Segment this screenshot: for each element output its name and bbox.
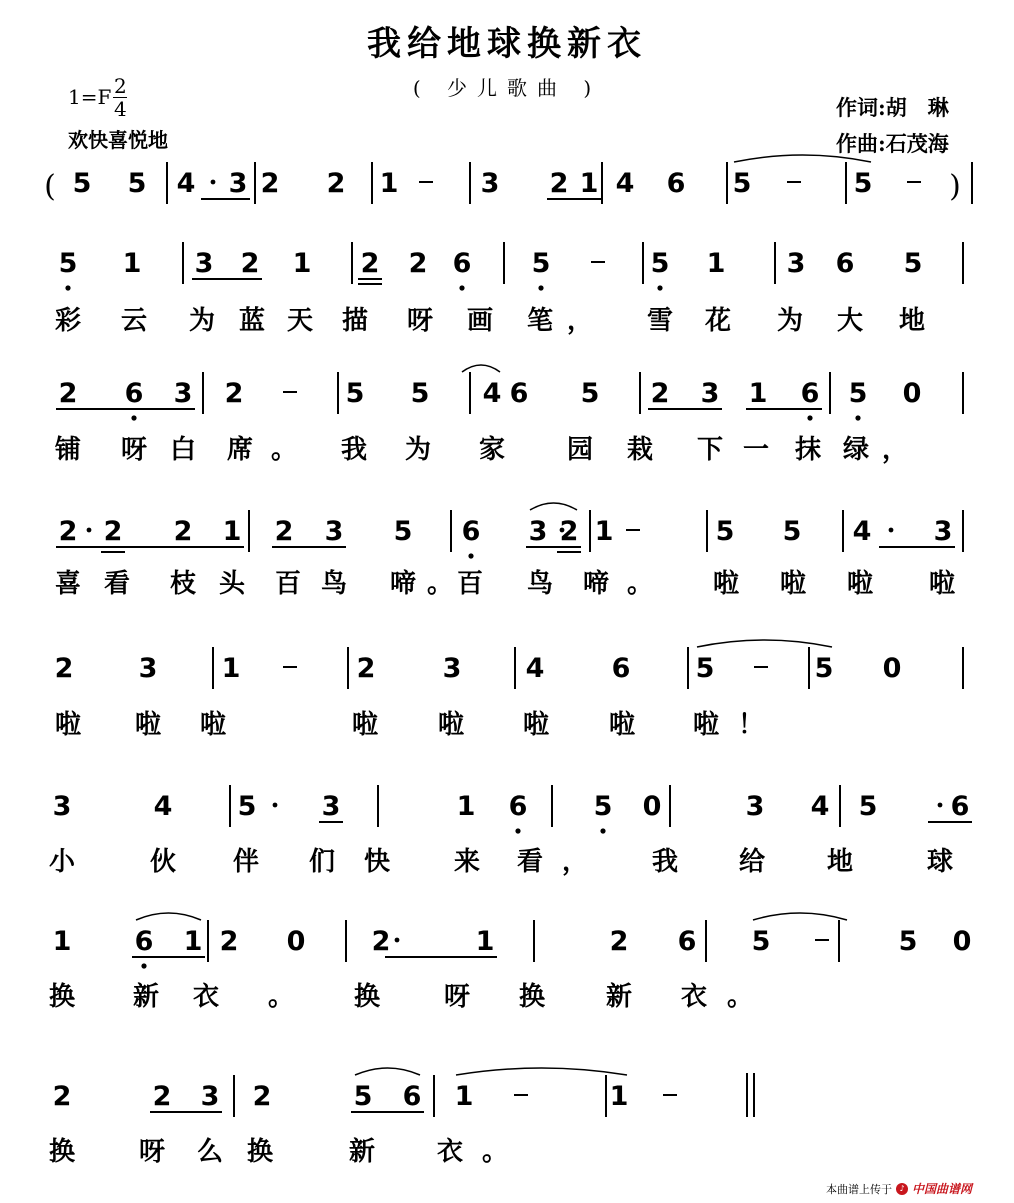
tie-slur: [530, 503, 577, 510]
lyric-char: 啼: [582, 569, 610, 599]
note: 0: [952, 926, 972, 957]
lyric-char: 大: [836, 306, 864, 336]
lyric-char: 为: [404, 435, 432, 465]
lyric-char: 呀: [138, 1137, 166, 1167]
note: 1: [222, 516, 242, 547]
note: 2: [152, 1081, 172, 1112]
lyric-char: 呀: [443, 982, 471, 1012]
note: 4: [810, 791, 830, 822]
lyric-char: 换: [48, 1137, 76, 1167]
note: 1: [475, 926, 495, 957]
note: 1: [706, 248, 726, 279]
note: 2: [103, 516, 123, 547]
lyric-char: 百: [456, 569, 484, 599]
tie-slur: [697, 640, 832, 647]
note: 5: [853, 168, 873, 199]
note: 0: [902, 378, 922, 409]
lyric-char: 鸟: [526, 569, 554, 599]
note: 3: [528, 516, 548, 547]
note: 6: [666, 168, 686, 199]
lyric-char: 鸟: [320, 569, 348, 599]
note: 1: [379, 168, 399, 199]
note: 6: [611, 653, 631, 684]
footer-site: 中国曲谱网: [912, 1182, 973, 1196]
lyric-char: 啦: [199, 710, 227, 740]
lyric-char: 绿: [842, 435, 870, 465]
lyric-char: 为: [776, 306, 804, 336]
lyric-char: 抹: [794, 435, 822, 465]
low-octave-dot: [807, 415, 812, 420]
lyric-char: 衣: [192, 982, 220, 1012]
lyric-char: 看: [103, 569, 131, 599]
lyric-char: 百: [274, 569, 302, 599]
note: 2: [224, 378, 244, 409]
note: 2: [274, 516, 294, 547]
lyric-char: 啦: [522, 710, 550, 740]
note: 5: [814, 653, 834, 684]
lyric-char: 呀: [120, 435, 148, 465]
note: 6: [134, 926, 154, 957]
note: 1: [221, 653, 241, 684]
lyric-char: 看: [516, 847, 544, 877]
note: 0: [882, 653, 902, 684]
note: 2: [58, 378, 78, 409]
note: 2: [52, 1081, 72, 1112]
note: 2: [173, 516, 193, 547]
footer-credit: [826, 1180, 972, 1197]
lyric-char: 雪: [646, 306, 674, 336]
note: 4: [482, 378, 502, 409]
note: 1: [748, 378, 768, 409]
lyric-char: 喜: [54, 569, 82, 599]
note: 2: [609, 926, 629, 957]
low-octave-dot: [131, 415, 136, 420]
note: 5: [695, 653, 715, 684]
note: 1: [456, 791, 476, 822]
lyric-char: 头: [218, 569, 246, 599]
note: 0: [642, 791, 662, 822]
lyric-char: 云: [120, 306, 148, 336]
lyric-char: 。: [426, 569, 454, 599]
note: 2: [260, 168, 280, 199]
note: 5: [345, 378, 365, 409]
lyric-char: 新: [132, 982, 160, 1012]
note: 3: [745, 791, 765, 822]
lyric-char: 蓝: [238, 306, 266, 336]
note: 3: [933, 516, 953, 547]
note: 2: [559, 516, 579, 547]
note: 6: [461, 516, 481, 547]
note: 5: [858, 791, 878, 822]
lyric-char: 天: [286, 306, 314, 336]
lyric-char: 啦: [692, 710, 720, 740]
tie-slur: [734, 155, 871, 162]
time-signature-bottom: 4: [113, 96, 127, 121]
note: 2: [54, 653, 74, 684]
lyric-char: 家: [478, 435, 506, 465]
note: 3: [786, 248, 806, 279]
lyric-char: 。: [267, 982, 295, 1012]
lyric-char: 给: [738, 847, 766, 877]
note: 2: [252, 1081, 272, 1112]
note: 3: [324, 516, 344, 547]
low-octave-dot: [515, 828, 520, 833]
note: 5: [848, 378, 868, 409]
lyric-char: 描: [341, 306, 369, 336]
low-octave-dot: [538, 285, 543, 290]
note: 5: [580, 378, 600, 409]
time-signature-top: 2: [113, 73, 127, 98]
note: 5: [751, 926, 771, 957]
lyric-char: 啦: [712, 569, 740, 599]
lyric-char: 我: [340, 435, 368, 465]
dotted-note-dot: [273, 803, 278, 808]
lyric-char: 地: [826, 847, 854, 877]
note: 3: [228, 168, 248, 199]
lyric-char: 衣: [436, 1137, 464, 1167]
note: 0: [286, 926, 306, 957]
lyric-char: 为: [188, 306, 216, 336]
lyric-char: 。: [270, 435, 298, 465]
low-octave-dot: [468, 553, 473, 558]
lyric-char: 笔: [526, 306, 554, 336]
note: 5: [410, 378, 430, 409]
lyric-char: 新: [348, 1137, 376, 1167]
tie-slur: [136, 913, 201, 920]
lyricist-credit: 作词:胡 琳: [836, 95, 949, 120]
lyric-char: 我: [651, 847, 679, 877]
dotted-note-dot: [87, 528, 92, 533]
lyric-char: 啦: [846, 569, 874, 599]
note: 1: [292, 248, 312, 279]
lyric-char: 。: [726, 982, 754, 1012]
lyric-char: 地: [898, 306, 926, 336]
note: 1: [122, 248, 142, 279]
dotted-note-dot: [938, 803, 943, 808]
lyric-char: 换: [48, 982, 76, 1012]
repeat-close-paren: ): [949, 169, 961, 204]
tempo-marking: 欢快喜悦地: [68, 128, 168, 152]
lyric-char: 。: [481, 1137, 509, 1167]
note: 2: [360, 248, 380, 279]
tie-slur: [355, 1068, 420, 1075]
lyric-char: 呀: [406, 306, 434, 336]
note: 3: [442, 653, 462, 684]
lyric-char: 啦: [608, 710, 636, 740]
dotted-note-dot: [395, 938, 400, 943]
note: 4: [615, 168, 635, 199]
note: 6: [402, 1081, 422, 1112]
lyric-char: 啼: [389, 569, 417, 599]
site-logo-icon: ♪: [896, 1183, 908, 1195]
low-octave-dot: [657, 285, 662, 290]
note: 6: [452, 248, 472, 279]
note: 5: [898, 926, 918, 957]
note: 3: [194, 248, 214, 279]
lyric-char: 快: [363, 847, 391, 877]
lyric-char: 新: [605, 982, 633, 1012]
song-subtitle: ( 少儿歌曲 ): [412, 76, 602, 100]
lyric-char: 彩: [54, 306, 82, 336]
note: 3: [700, 378, 720, 409]
lyric-char: 铺: [54, 435, 82, 465]
note: 1: [52, 926, 72, 957]
lyric-char: 来: [453, 847, 481, 877]
note: 3: [480, 168, 500, 199]
lyric-char: 花: [704, 306, 732, 336]
lyric-char: 伴: [232, 847, 260, 877]
lyric-char: 小: [48, 847, 76, 877]
song-title: 我给地球换新衣: [367, 24, 647, 64]
lyric-char: 画: [466, 306, 494, 336]
note: 5: [58, 248, 78, 279]
lyric-char: 白: [169, 435, 197, 465]
lyric-char: 啦: [134, 710, 162, 740]
lyric-char: 们: [308, 847, 336, 877]
note: 3: [138, 653, 158, 684]
lyric-char: 。: [626, 569, 654, 599]
lyric-char: 啦: [928, 569, 956, 599]
note: 3: [173, 378, 193, 409]
composer-credit: 作曲:石茂海: [836, 131, 949, 156]
note: 3: [200, 1081, 220, 1112]
low-octave-dot: [459, 285, 464, 290]
note: 4: [525, 653, 545, 684]
note: 6: [835, 248, 855, 279]
note: 6: [509, 378, 529, 409]
lyric-char: 球: [926, 847, 954, 877]
note: 4: [852, 516, 872, 547]
lyric-char: ，: [561, 847, 589, 877]
note: 2: [219, 926, 239, 957]
note: 5: [650, 248, 670, 279]
note: 1: [609, 1081, 629, 1112]
tie-slur: [456, 1068, 627, 1075]
lyric-char: ！: [737, 710, 765, 740]
footer-text: 本曲谱上传于: [826, 1182, 892, 1196]
note: 3: [321, 791, 341, 822]
note: 5: [353, 1081, 373, 1112]
lyric-char: 啦: [437, 710, 465, 740]
note: 1: [183, 926, 203, 957]
low-octave-dot: [855, 415, 860, 420]
note: 1: [454, 1081, 474, 1112]
lyric-char: 下: [696, 435, 724, 465]
repeat-open-paren: (: [44, 169, 56, 204]
lyric-char: 衣: [680, 982, 708, 1012]
note: 2: [356, 653, 376, 684]
lyric-char: 一: [742, 435, 770, 465]
note: 2: [650, 378, 670, 409]
lyric-char: 换: [246, 1137, 274, 1167]
low-octave-dot: [600, 828, 605, 833]
note: 6: [508, 791, 528, 822]
dotted-note-dot: [889, 528, 894, 533]
note: 1: [594, 516, 614, 547]
low-octave-dot: [65, 285, 70, 290]
lyric-char: 么: [196, 1137, 224, 1167]
lyric-char: 伙: [149, 847, 177, 877]
note: 4: [176, 168, 196, 199]
tie-slur: [462, 365, 500, 372]
note: 5: [715, 516, 735, 547]
lyric-char: 换: [518, 982, 546, 1012]
lyric-char: 换: [353, 982, 381, 1012]
lyric-char: 啦: [54, 710, 82, 740]
lyric-char: ，: [881, 435, 909, 465]
note: 2: [549, 168, 569, 199]
note: 6: [677, 926, 697, 957]
note: 5: [593, 791, 613, 822]
key-label: 1=F: [68, 85, 112, 109]
note: 4: [153, 791, 173, 822]
lyric-char: 啦: [779, 569, 807, 599]
note: 6: [800, 378, 820, 409]
note: 5: [393, 516, 413, 547]
note: 5: [732, 168, 752, 199]
note: 5: [127, 168, 147, 199]
note: 2: [240, 248, 260, 279]
lyric-char: 栽: [626, 435, 654, 465]
note: 2: [58, 516, 78, 547]
lyric-char: 席: [226, 435, 254, 465]
note: 5: [237, 791, 257, 822]
note: 2: [408, 248, 428, 279]
note: 3: [52, 791, 72, 822]
lyric-char: 枝: [169, 569, 197, 599]
note: 5: [531, 248, 551, 279]
tie-slur: [753, 913, 847, 920]
lyric-char: 啦: [351, 710, 379, 740]
low-octave-dot: [141, 963, 146, 968]
note: 2: [326, 168, 346, 199]
note: 5: [903, 248, 923, 279]
note: 6: [950, 791, 970, 822]
lyric-char: 园: [566, 435, 594, 465]
note: 2: [371, 926, 391, 957]
lyric-char: ，: [566, 306, 594, 336]
note: 6: [124, 378, 144, 409]
note: 5: [782, 516, 802, 547]
note: 1: [579, 168, 599, 199]
note: 5: [72, 168, 92, 199]
dotted-note-dot: [211, 180, 216, 185]
